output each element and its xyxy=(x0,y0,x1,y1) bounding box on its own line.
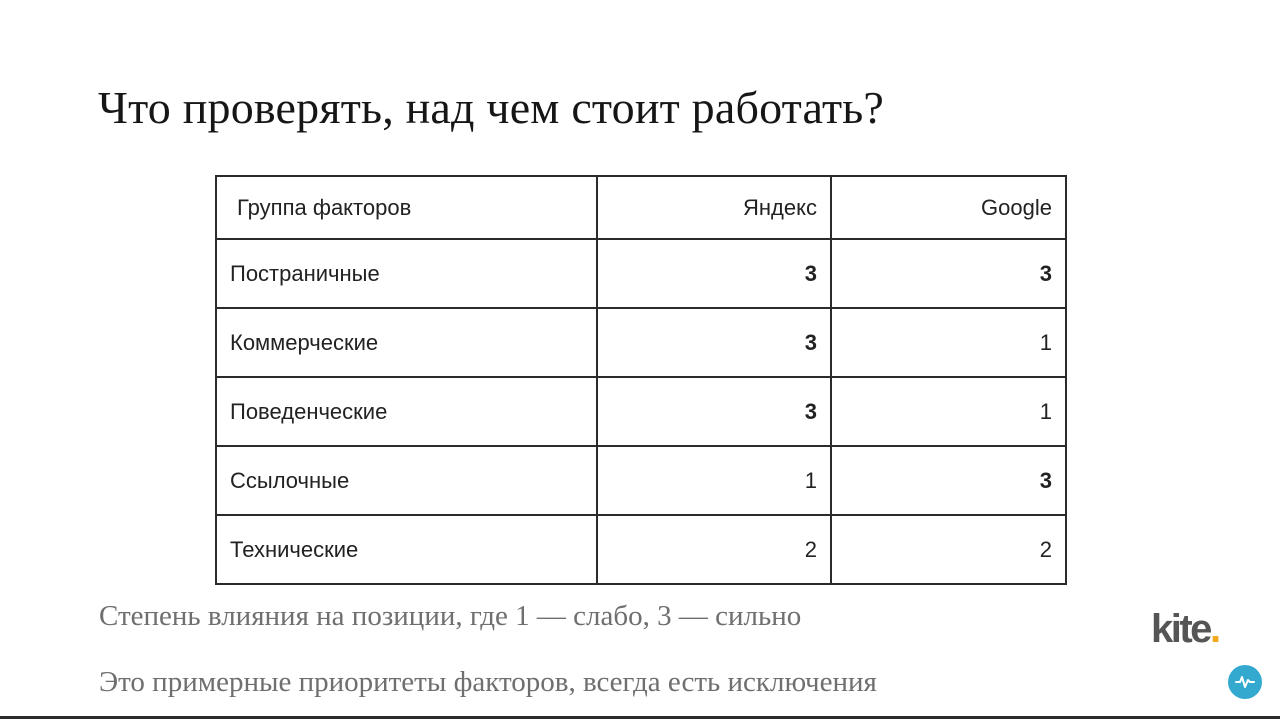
google-score: 1 xyxy=(831,308,1066,377)
factors-table xyxy=(215,175,1067,585)
google-score: 1 xyxy=(831,377,1066,446)
slide-title: Что проверять, над чем стоит работать? xyxy=(98,82,885,133)
yandex-score: 1 xyxy=(597,446,831,515)
scale-note: Степень влияния на позиции, где 1 — слабо, 3 — сильно xyxy=(99,600,802,632)
yandex-score: 3 xyxy=(597,377,831,446)
kite-logo xyxy=(1151,605,1219,653)
google-score: 2 xyxy=(831,515,1066,584)
factor-name: Поведенческие xyxy=(216,377,597,446)
table-row xyxy=(216,515,1066,584)
google-score: 3 xyxy=(831,239,1066,308)
google-score: 3 xyxy=(831,446,1066,515)
table-row xyxy=(216,446,1066,515)
yandex-score: 2 xyxy=(597,515,831,584)
activity-button[interactable] xyxy=(1228,665,1262,699)
table-header-row xyxy=(216,176,1066,239)
factor-name: Постраничные xyxy=(216,239,597,308)
factor-name: Технические xyxy=(216,515,597,584)
factor-name: Коммерческие xyxy=(216,308,597,377)
table-row xyxy=(216,377,1066,446)
activity-pulse-icon xyxy=(1235,674,1255,690)
table-row xyxy=(216,239,1066,308)
yandex-score: 3 xyxy=(597,308,831,377)
logo-text: kite xyxy=(1151,607,1210,651)
header-google: Google xyxy=(831,176,1066,239)
factor-name: Ссылочные xyxy=(216,446,597,515)
table-row xyxy=(216,308,1066,377)
yandex-score: 3 xyxy=(597,239,831,308)
exceptions-note: Это примерные приоритеты факторов, всегда есть исключения xyxy=(99,666,877,698)
header-factor-group: Группа факторов xyxy=(216,176,597,239)
logo-dot: . xyxy=(1209,607,1219,651)
header-yandex: Яндекс xyxy=(597,176,831,239)
